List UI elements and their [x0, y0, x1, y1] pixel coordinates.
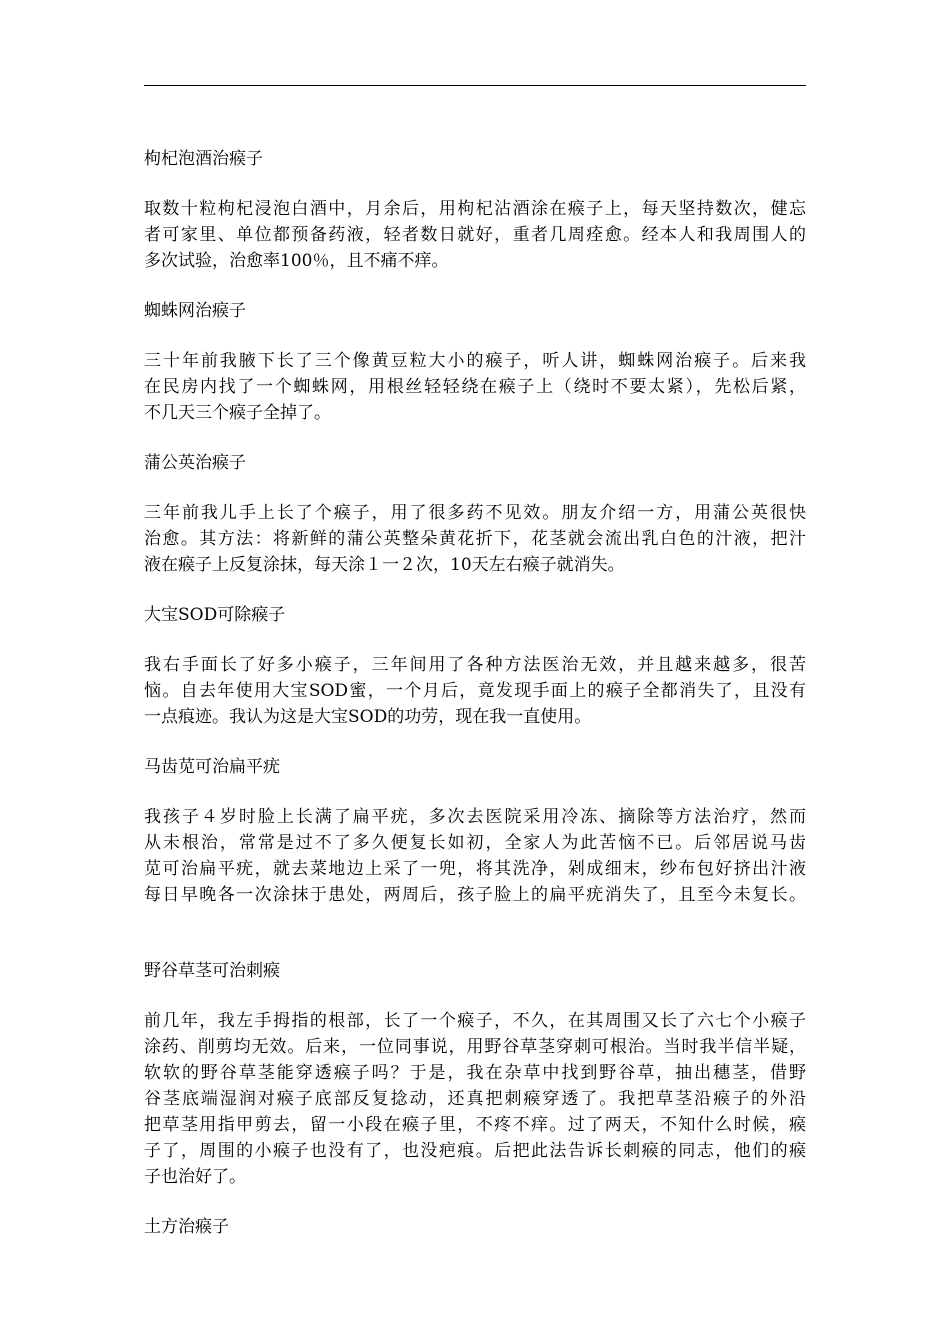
paragraph-line: 恼。自去年使用大宝SOD蜜，一个月后，竟发现手面上的瘊子全都消失了，且没有 — [144, 681, 806, 701]
section-paragraph — [144, 500, 806, 578]
paragraph-line: 三年前我儿手上长了个瘊子，用了很多药不见效。朋友介绍一方，用蒲公英很快 — [144, 503, 806, 523]
paragraph-line: 我右手面长了好多小瘊子，三年间用了各种方法医治无效，并且越来越多，很苦 — [144, 655, 806, 675]
section-title: 枸杞泡酒治瘊子 — [144, 149, 263, 169]
section-title: 马齿苋可治扁平疣 — [144, 757, 280, 777]
paragraph-line: 子了，周围的小瘊子也没有了，也没疤痕。后把此法告诉长刺瘊的同志，他们的瘊 — [144, 1141, 806, 1161]
section-paragraph — [144, 196, 806, 274]
section-paragraph — [144, 1008, 806, 1190]
paragraph-line: 涂药、削剪均无效。后来，一位同事说，用野谷草茎穿刺可根治。当时我半信半疑， — [144, 1037, 806, 1057]
paragraph-line: 谷茎底端湿润对瘊子底部反复捻动，还真把刺瘊穿透了。我把草茎沿瘊子的外沿 — [144, 1089, 806, 1109]
paragraph-line: 一点痕迹。我认为这是大宝SOD的功劳，现在我一直使用。 — [144, 707, 592, 727]
paragraph-line: 苋可治扁平疣，就去菜地边上采了一兜，将其洗净，剁成细末，纱布包好挤出汁液 — [144, 859, 806, 879]
paragraph-line: 不几天三个瘊子全掉了。 — [144, 403, 331, 423]
paragraph-line: 从未根治，常常是过不了多久便复长如初，全家人为此苦恼不已。后邻居说马齿 — [144, 833, 806, 853]
section-title: 土方治瘊子 — [144, 1217, 229, 1237]
section-paragraph — [144, 348, 806, 426]
paragraph-line: 前几年，我左手拇指的根部，长了一个瘊子，不久，在其周围又长了六七个小瘊子 — [144, 1011, 806, 1031]
header-rule — [144, 85, 806, 86]
document-body — [144, 146, 806, 1240]
paragraph-line: 取数十粒枸杞浸泡白酒中，月余后，用枸杞沾酒涂在瘊子上，每天坚持数次，健忘 — [144, 199, 806, 219]
section-paragraph — [144, 804, 806, 908]
paragraph-line: 子也治好了。 — [144, 1167, 246, 1187]
section-title: 蒲公英治瘊子 — [144, 453, 246, 473]
section-title: 蜘蛛网治瘊子 — [144, 301, 246, 321]
paragraph-line: 每日早晚各一次涂抹于患处，两周后，孩子脸上的扁平疣消失了，且至今未复长。 — [144, 885, 806, 905]
paragraph-line: 三十年前我腋下长了三个像黄豆粒大小的瘊子，听人讲，蜘蛛网治瘊子。后来我 — [144, 351, 806, 371]
section-title: 大宝SOD可除瘊子 — [144, 605, 286, 625]
paragraph-line: 我孩子４岁时脸上长满了扁平疣，多次去医院采用冷冻、摘除等方法治疗，然而 — [144, 807, 806, 827]
section-title: 野谷草茎可治刺瘊 — [144, 961, 280, 981]
paragraph-line: 在民房内找了一个蜘蛛网，用根丝轻轻绕在瘊子上（绕时不要太紧），先松后紧， — [144, 377, 806, 397]
paragraph-line: 多次试验，治愈率100％，且不痛不痒。 — [144, 251, 449, 271]
paragraph-line: 治愈。其方法：将新鲜的蒲公英整朵黄花折下，花茎就会流出乳白色的汁液，把汁 — [144, 529, 806, 549]
section-paragraph — [144, 652, 806, 730]
paragraph-line: 液在瘊子上反复涂抹，每天涂１一２次，10天左右瘊子就消失。 — [144, 555, 625, 575]
paragraph-line: 把草茎用指甲剪去，留一小段在瘊子里，不疼不痒。过了两天，不知什么时候，瘊 — [144, 1115, 806, 1135]
paragraph-line: 软软的野谷草茎能穿透瘊子吗？于是，我在杂草中找到野谷草，抽出穗茎，借野 — [144, 1063, 806, 1083]
paragraph-line: 者可家里、单位都预备药液，轻者数日就好，重者几周痊愈。经本人和我周围人的 — [144, 225, 806, 245]
